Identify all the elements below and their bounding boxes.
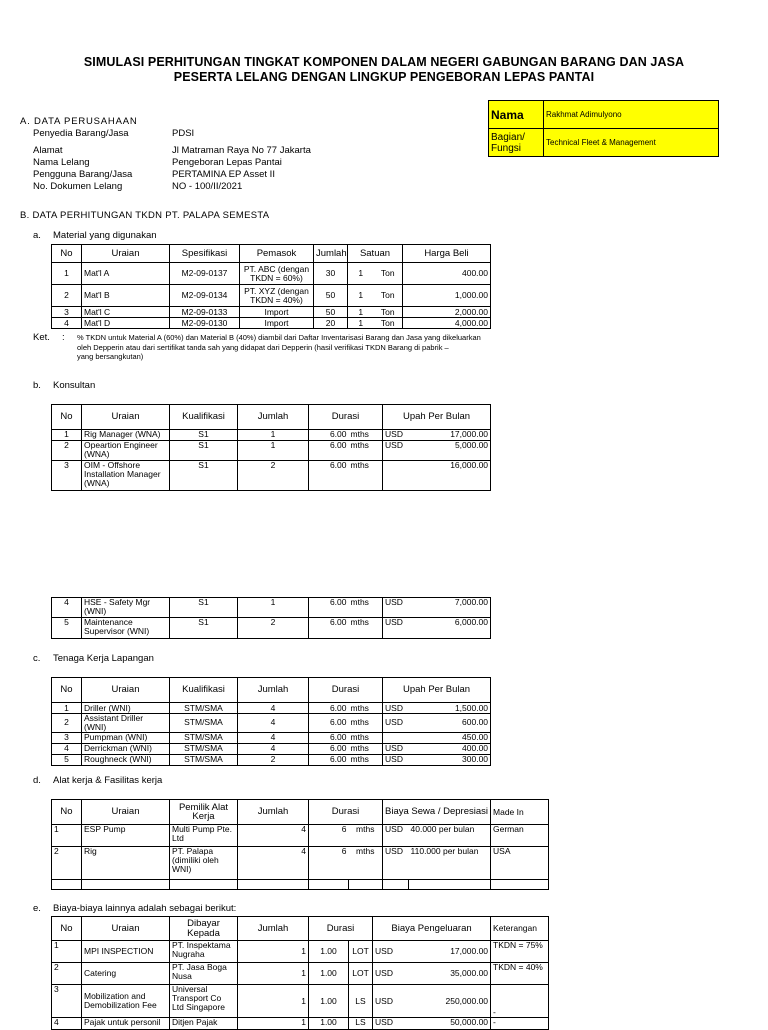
cell-keterangan: TKDN = 40% bbox=[491, 963, 549, 985]
cell-uraian: Mat'l D bbox=[82, 318, 170, 329]
company-field-value: Pengeboran Lepas Pantai bbox=[172, 157, 282, 168]
cell-durasi-unit: mths bbox=[349, 847, 383, 880]
cell-durasi: 1.00 bbox=[309, 985, 349, 1018]
cell-satuan-qty: 1 bbox=[348, 318, 374, 329]
cell-jumlah: 4 bbox=[238, 743, 309, 754]
table-row bbox=[52, 307, 491, 318]
cell-satuan-unit: Ton bbox=[374, 318, 403, 329]
cell-biaya: 40.000 per bulan bbox=[409, 825, 491, 847]
cell-kualifikasi: S1 bbox=[170, 618, 238, 639]
cell-durasi-unit: mths bbox=[349, 743, 383, 754]
cell-jumlah: 1 bbox=[238, 598, 309, 618]
cell-no: 3 bbox=[52, 461, 82, 491]
col-header: Uraian bbox=[82, 678, 170, 703]
cell-durasi-unit: mths bbox=[349, 618, 383, 639]
cell-no: 3 bbox=[52, 307, 82, 318]
cell-no: 4 bbox=[52, 598, 82, 618]
cell-durasi-unit: LOT bbox=[349, 963, 373, 985]
cell-uraian: MPI INSPECTION bbox=[82, 941, 170, 963]
cell-jumlah: 2 bbox=[238, 754, 309, 765]
cell-currency: USD bbox=[383, 441, 409, 461]
cell-durasi: 6.00 bbox=[309, 430, 349, 441]
cell-uraian: Mat'l A bbox=[82, 263, 170, 285]
name-box bbox=[488, 100, 719, 157]
cell-uraian: Assistant Driller (WNI) bbox=[82, 714, 170, 733]
cell-kualifikasi: STM/SMA bbox=[170, 743, 238, 754]
col-header: No bbox=[52, 245, 82, 263]
cell-durasi: 6.00 bbox=[309, 618, 349, 639]
col-header: No bbox=[52, 405, 82, 430]
col-header: Jumlah bbox=[238, 405, 309, 430]
cell-currency: USD bbox=[383, 703, 409, 714]
cell-no: 2 bbox=[52, 441, 82, 461]
cell-currency: USD bbox=[373, 941, 409, 963]
cell-biaya: 17,000.00 bbox=[409, 941, 491, 963]
alat-kerja-table bbox=[51, 799, 549, 890]
company-field-value: Jl Matraman Raya No 77 Jakarta bbox=[172, 145, 311, 156]
bagian-value: Technical Fleet & Management bbox=[544, 129, 719, 157]
cell-upah: 6,000.00 bbox=[409, 618, 491, 639]
ket-note bbox=[77, 333, 507, 362]
col-header: Kualifikasi bbox=[170, 678, 238, 703]
cell-durasi-unit: mths bbox=[349, 825, 383, 847]
cell-upah: 600.00 bbox=[409, 714, 491, 733]
table-row bbox=[52, 263, 491, 285]
cell-jumlah: 20 bbox=[314, 318, 348, 329]
table-row bbox=[52, 285, 491, 307]
table-row bbox=[52, 825, 549, 847]
cell-no: 2 bbox=[52, 285, 82, 307]
cell-dibayar-kepada: PT. Jasa Boga Nusa bbox=[170, 963, 238, 985]
cell-dibayar-kepada: Ditjen Pajak bbox=[170, 1018, 238, 1030]
cell-no: 1 bbox=[52, 430, 82, 441]
cell-durasi: 1.00 bbox=[309, 1018, 349, 1030]
col-header: Upah Per Bulan bbox=[383, 405, 491, 430]
cell-jumlah: 1 bbox=[238, 941, 309, 963]
cell-upah: 450.00 bbox=[409, 732, 491, 743]
cell-spesifikasi: M2-09-0133 bbox=[170, 307, 240, 318]
subsection-label: c. bbox=[33, 653, 41, 664]
col-header: Biaya Sewa / Depresiasi bbox=[383, 800, 491, 825]
cell-durasi: 6.00 bbox=[309, 732, 349, 743]
col-header: No bbox=[52, 800, 82, 825]
col-header: Pemilik Alat Kerja bbox=[170, 800, 238, 825]
cell-currency: USD bbox=[383, 847, 409, 880]
cell-durasi: 1.00 bbox=[309, 963, 349, 985]
cell-upah: 400.00 bbox=[409, 743, 491, 754]
cell-uraian: Catering bbox=[82, 963, 170, 985]
table-row bbox=[52, 985, 549, 1018]
cell-spesifikasi: M2-09-0130 bbox=[170, 318, 240, 329]
cell-kualifikasi: STM/SMA bbox=[170, 754, 238, 765]
col-header: Uraian bbox=[82, 800, 170, 825]
col-header: Jumlah bbox=[238, 678, 309, 703]
ket-line: oleh Depperin atau dari sertifikat tanda sah yang didapat dari Depperin (hasil verifikasi TKDN Barang di pabrik – bbox=[77, 342, 449, 352]
cell-satuan-qty: 1 bbox=[348, 307, 374, 318]
cell-dibayar-kepada: Universal Transport Co Ltd Singapore bbox=[170, 985, 238, 1018]
cell-biaya: 250,000.00 bbox=[409, 985, 491, 1018]
cell-kualifikasi: S1 bbox=[170, 598, 238, 618]
cell-uraian: Derrickman (WNI) bbox=[82, 743, 170, 754]
cell-uraian: Pajak untuk personil bbox=[82, 1018, 170, 1030]
cell-jumlah: 4 bbox=[238, 732, 309, 743]
cell-durasi-unit: LS bbox=[349, 1018, 373, 1030]
cell-uraian: Mat'l B bbox=[82, 285, 170, 307]
table-row bbox=[52, 847, 549, 880]
col-header: Jumlah bbox=[238, 917, 309, 941]
cell-uraian: Rig bbox=[82, 847, 170, 880]
table-row bbox=[52, 618, 491, 639]
cell-durasi-unit: mths bbox=[349, 714, 383, 733]
cell-durasi: 6.00 bbox=[309, 441, 349, 461]
col-header: Pemasok bbox=[240, 245, 314, 263]
cell-durasi-unit: mths bbox=[349, 754, 383, 765]
cell-currency: USD bbox=[373, 985, 409, 1018]
cell-jumlah: 4 bbox=[238, 825, 309, 847]
col-header: Uraian bbox=[82, 917, 170, 941]
cell-keterangan: TKDN = 75% bbox=[491, 941, 549, 963]
cell-upah: 300.00 bbox=[409, 754, 491, 765]
cell-harga: 2,000.00 bbox=[403, 307, 491, 318]
cell-pemasok: PT. ABC (dengan TKDN = 60%) bbox=[240, 263, 314, 285]
cell-uraian: Mat'l C bbox=[82, 307, 170, 318]
col-header: Durasi bbox=[309, 800, 383, 825]
cell-kualifikasi: STM/SMA bbox=[170, 703, 238, 714]
subsection-label: b. bbox=[33, 380, 41, 391]
cell-no: 1 bbox=[52, 941, 82, 963]
nama-value: Rakhmat Adimulyono bbox=[544, 101, 719, 129]
cell-kualifikasi: STM/SMA bbox=[170, 714, 238, 733]
cell-durasi-unit: LOT bbox=[349, 941, 373, 963]
cell-kualifikasi: S1 bbox=[170, 441, 238, 461]
cell-currency: USD bbox=[383, 754, 409, 765]
col-header: Uraian bbox=[82, 405, 170, 430]
cell-harga: 1,000.00 bbox=[403, 285, 491, 307]
cell-no: 2 bbox=[52, 847, 82, 880]
cell-durasi: 6.00 bbox=[309, 703, 349, 714]
cell-durasi-unit: mths bbox=[349, 598, 383, 618]
bagian-label: Bagian/ Fungsi bbox=[489, 129, 544, 157]
cell-kualifikasi: S1 bbox=[170, 461, 238, 491]
cell-uraian: Pumpman (WNI) bbox=[82, 732, 170, 743]
cell-jumlah: 2 bbox=[238, 618, 309, 639]
cell-upah: 1,500.00 bbox=[409, 703, 491, 714]
cell-uraian: OIM - Offshore Installation Manager (WNA) bbox=[82, 461, 170, 491]
cell-durasi-unit: mths bbox=[349, 732, 383, 743]
table-row bbox=[52, 318, 491, 329]
cell-no: 5 bbox=[52, 754, 82, 765]
cell-jumlah: 2 bbox=[238, 461, 309, 491]
konsultan-table-continued bbox=[51, 597, 491, 639]
cell-no: 1 bbox=[52, 703, 82, 714]
company-field-value: NO - 100/II/2021 bbox=[172, 181, 243, 192]
company-field-label: Penyedia Barang/Jasa bbox=[33, 128, 129, 139]
cell-currency: USD bbox=[383, 430, 409, 441]
subsection-title: Konsultan bbox=[53, 380, 96, 391]
cell-upah: 17,000.00 bbox=[409, 430, 491, 441]
cell-currency: USD bbox=[383, 618, 409, 639]
col-header: Made In bbox=[491, 800, 549, 825]
biaya-lainnya-table bbox=[51, 916, 549, 1030]
cell-satuan-unit: Ton bbox=[374, 285, 403, 307]
table-row bbox=[52, 598, 491, 618]
cell-jumlah: 1 bbox=[238, 430, 309, 441]
cell-currency: USD bbox=[383, 743, 409, 754]
cell-kualifikasi: S1 bbox=[170, 430, 238, 441]
cell-no: 4 bbox=[52, 743, 82, 754]
table-row bbox=[52, 441, 491, 461]
col-header: Harga Beli bbox=[403, 245, 491, 263]
cell-durasi: 6 bbox=[309, 825, 349, 847]
cell-no: 3 bbox=[52, 732, 82, 743]
cell-jumlah: 30 bbox=[314, 263, 348, 285]
cell-satuan-qty: 1 bbox=[348, 263, 374, 285]
cell-no: 4 bbox=[52, 318, 82, 329]
document-title-line1: SIMULASI PERHITUNGAN TINGKAT KOMPONEN DALAM NEGERI GABUNGAN BARANG DAN JASA bbox=[83, 55, 685, 69]
cell-uraian: Rig Manager (WNA) bbox=[82, 430, 170, 441]
cell-jumlah: 4 bbox=[238, 703, 309, 714]
cell-durasi: 6.00 bbox=[309, 598, 349, 618]
col-header: Upah Per Bulan bbox=[383, 678, 491, 703]
subsection-title: Biaya-biaya lainnya adalah sebagai berikut: bbox=[53, 903, 237, 914]
company-field-label: Alamat bbox=[33, 145, 63, 156]
cell-no: 2 bbox=[52, 963, 82, 985]
cell-durasi-unit: mths bbox=[349, 703, 383, 714]
subsection-label: d. bbox=[33, 775, 41, 786]
cell-biaya: 110.000 per bulan bbox=[409, 847, 491, 880]
col-header: Biaya Pengeluaran bbox=[373, 917, 491, 941]
company-field-label: Pengguna Barang/Jasa bbox=[33, 169, 133, 180]
cell-durasi: 6.00 bbox=[309, 714, 349, 733]
col-header: Jumlah bbox=[238, 800, 309, 825]
cell-pemilik: PT. Palapa (dimiliki oleh WNI) bbox=[170, 847, 238, 880]
cell-jumlah: 1 bbox=[238, 1018, 309, 1030]
ket-line: yang bersangkutan) bbox=[77, 352, 144, 362]
ket-label: Ket. bbox=[33, 332, 50, 343]
cell-jumlah: 4 bbox=[238, 714, 309, 733]
cell-biaya: 35,000.00 bbox=[409, 963, 491, 985]
cell-no: 1 bbox=[52, 825, 82, 847]
col-header: Keterangan bbox=[491, 917, 549, 941]
company-field-value: PERTAMINA EP Asset II bbox=[172, 169, 275, 180]
cell-dibayar-kepada: PT. Inspektama Nugraha bbox=[170, 941, 238, 963]
cell-satuan-unit: Ton bbox=[374, 263, 403, 285]
ket-colon: : bbox=[62, 332, 65, 343]
table-row bbox=[52, 732, 491, 743]
col-header: Satuan bbox=[348, 245, 403, 263]
cell-durasi: 6.00 bbox=[309, 754, 349, 765]
table-row bbox=[52, 743, 491, 754]
nama-label: Nama bbox=[489, 101, 544, 129]
cell-jumlah: 1 bbox=[238, 963, 309, 985]
subsection-title: Tenaga Kerja Lapangan bbox=[53, 653, 154, 664]
cell-durasi-unit: mths bbox=[349, 430, 383, 441]
col-header: Spesifikasi bbox=[170, 245, 240, 263]
cell-uraian: HSE - Safety Mgr (WNI) bbox=[82, 598, 170, 618]
cell-durasi-unit: LS bbox=[349, 985, 373, 1018]
company-field-value: PDSI bbox=[172, 128, 195, 139]
cell-currency: USD bbox=[383, 598, 409, 618]
cell-no: 4 bbox=[52, 1018, 82, 1030]
section-a-heading: A. DATA PERUSAHAAN bbox=[20, 116, 138, 127]
cell-uraian: Maintenance Supervisor (WNI) bbox=[82, 618, 170, 639]
cell-harga: 400.00 bbox=[403, 263, 491, 285]
table-row bbox=[52, 963, 549, 985]
cell-jumlah: 50 bbox=[314, 285, 348, 307]
col-header: Durasi bbox=[309, 917, 373, 941]
cell-spesifikasi: M2-09-0137 bbox=[170, 263, 240, 285]
cell-uraian: Roughneck (WNI) bbox=[82, 754, 170, 765]
cell-no: 1 bbox=[52, 263, 82, 285]
cell-durasi-unit: mths bbox=[349, 441, 383, 461]
cell-upah: 16,000.00 bbox=[409, 461, 491, 491]
col-header: Durasi bbox=[309, 678, 383, 703]
cell-kualifikasi: STM/SMA bbox=[170, 732, 238, 743]
cell-biaya: 50,000.00 bbox=[409, 1018, 491, 1030]
cell-uraian: Opeartion Engineer (WNA) bbox=[82, 441, 170, 461]
cell-durasi-unit: mths bbox=[349, 461, 383, 491]
document-title-line2: PESERTA LELANG DENGAN LINGKUP PENGEBORAN LEPAS PANTAI bbox=[173, 70, 595, 84]
section-b-heading: B. DATA PERHITUNGAN TKDN PT. PALAPA SEMESTA bbox=[20, 210, 270, 221]
cell-uraian: Driller (WNI) bbox=[82, 703, 170, 714]
col-header: No bbox=[52, 917, 82, 941]
col-header: No bbox=[52, 678, 82, 703]
cell-harga: 4,000.00 bbox=[403, 318, 491, 329]
col-header: Dibayar Kepada bbox=[170, 917, 238, 941]
cell-upah: 5,000.00 bbox=[409, 441, 491, 461]
col-header: Jumlah bbox=[314, 245, 348, 263]
table-row bbox=[52, 754, 491, 765]
cell-jumlah: 50 bbox=[314, 307, 348, 318]
cell-durasi: 1.00 bbox=[309, 941, 349, 963]
cell-satuan-unit: Ton bbox=[374, 307, 403, 318]
cell-jumlah: 1 bbox=[238, 441, 309, 461]
cell-durasi: 6.00 bbox=[309, 461, 349, 491]
table-row bbox=[52, 430, 491, 441]
cell-currency bbox=[383, 461, 409, 491]
company-field-label: No. Dokumen Lelang bbox=[33, 181, 123, 192]
subsection-label: e. bbox=[33, 903, 41, 914]
cell-pemasok: Import bbox=[240, 307, 314, 318]
cell-uraian: Mobilization and Demobilization Fee bbox=[82, 985, 170, 1018]
cell-durasi: 6.00 bbox=[309, 743, 349, 754]
cell-spesifikasi: M2-09-0134 bbox=[170, 285, 240, 307]
cell-no: 5 bbox=[52, 618, 82, 639]
subsection-title: Material yang digunakan bbox=[53, 230, 157, 241]
cell-currency: USD bbox=[373, 1018, 409, 1030]
cell-currency: USD bbox=[373, 963, 409, 985]
table-row-empty bbox=[52, 880, 549, 890]
table-row bbox=[52, 703, 491, 714]
cell-pemasok: PT. XYZ (dengan TKDN = 40%) bbox=[240, 285, 314, 307]
cell-uraian: ESP Pump bbox=[82, 825, 170, 847]
cell-keterangan: - bbox=[491, 985, 549, 1018]
cell-currency bbox=[383, 732, 409, 743]
cell-currency: USD bbox=[383, 714, 409, 733]
cell-no: 2 bbox=[52, 714, 82, 733]
ket-line: % TKDN untuk Material A (60%) dan Material B (40%) diambil dari Daftar Inventarisasi Barang dan Jasa yang dikeluarkan bbox=[77, 333, 481, 342]
cell-no: 3 bbox=[52, 985, 82, 1018]
company-field-label: Nama Lelang bbox=[33, 157, 90, 168]
subsection-label: a. bbox=[33, 230, 41, 241]
col-header: Kualifikasi bbox=[170, 405, 238, 430]
cell-jumlah: 1 bbox=[238, 985, 309, 1018]
cell-made-in: USA bbox=[491, 847, 549, 880]
table-row bbox=[52, 941, 549, 963]
cell-pemasok: Import bbox=[240, 318, 314, 329]
cell-keterangan: - bbox=[491, 1018, 549, 1030]
table-row bbox=[52, 714, 491, 733]
tenaga-kerja-table bbox=[51, 677, 491, 766]
cell-durasi: 6 bbox=[309, 847, 349, 880]
cell-jumlah: 4 bbox=[238, 847, 309, 880]
cell-pemilik: Multi Pump Pte. Ltd bbox=[170, 825, 238, 847]
cell-currency: USD bbox=[383, 825, 409, 847]
table-row bbox=[52, 461, 491, 491]
material-table bbox=[51, 244, 491, 329]
subsection-title: Alat kerja & Fasilitas kerja bbox=[53, 775, 163, 786]
col-header: Durasi bbox=[309, 405, 383, 430]
col-header: Uraian bbox=[82, 245, 170, 263]
cell-satuan-qty: 1 bbox=[348, 285, 374, 307]
cell-made-in: German bbox=[491, 825, 549, 847]
cell-upah: 7,000.00 bbox=[409, 598, 491, 618]
konsultan-table bbox=[51, 404, 491, 491]
